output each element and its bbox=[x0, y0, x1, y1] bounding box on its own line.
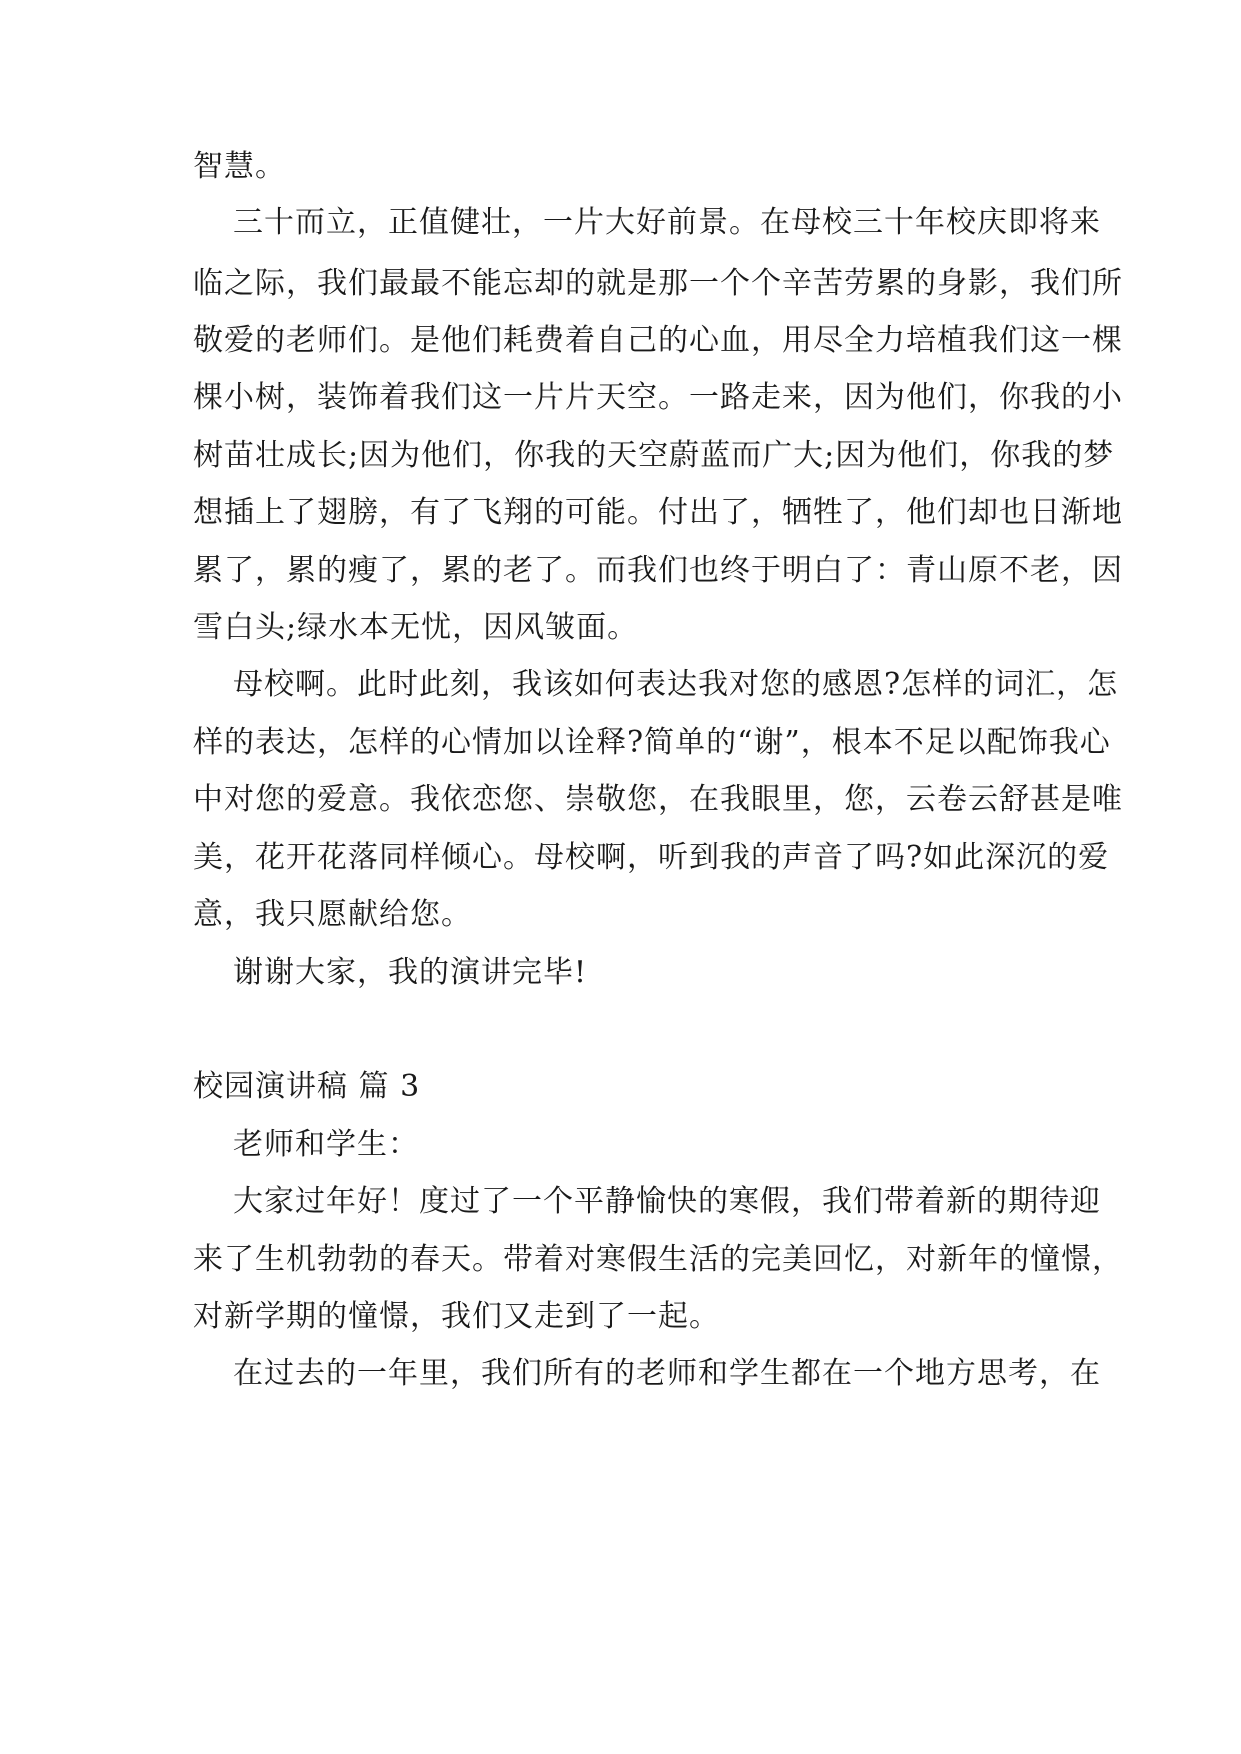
text-line: 临之际，我们最最不能忘却的就是那一个个辛苦劳累的身影，我们所 bbox=[193, 266, 1123, 301]
section-heading: 校园演讲稿 篇 3 bbox=[193, 1069, 421, 1104]
text-line: 来了生机勃勃的春天。带着对寒假生活的完美回忆，对新年的憧憬， bbox=[193, 1242, 1123, 1277]
text-line: 中对您的爱意。我依恋您、崇敬您，在我眼里，您，云卷云舒甚是唯 bbox=[193, 782, 1123, 817]
text-line: 美，花开花落同样倾心。母校啊，听到我的声音了吗?如此深沉的爱 bbox=[193, 840, 1110, 875]
text-line: 想插上了翅膀，有了飞翔的可能。付出了，牺牲了，他们却也日渐地 bbox=[193, 495, 1123, 530]
paragraph-first-line: 谢谢大家，我的演讲完毕! bbox=[233, 955, 588, 990]
paragraph-first-line: 三十而立，正值健壮，一片大好前景。在母校三十年校庆即将来 bbox=[233, 205, 1101, 240]
text-line: 意，我只愿献给您。 bbox=[193, 897, 472, 932]
paragraph-first-line: 大家过年好！度过了一个平静愉快的寒假，我们带着新的期待迎 bbox=[233, 1184, 1101, 1219]
text-line: 样的表达，怎样的心情加以诠释?简单的“谢”，根本不足以配饰我心 bbox=[193, 725, 1111, 760]
text-line: 树苗壮成长;因为他们，你我的天空蔚蓝而广大;因为他们，你我的梦 bbox=[193, 438, 1115, 473]
text-line: 对新学期的憧憬，我们又走到了一起。 bbox=[193, 1299, 720, 1334]
text-line: 棵小树，装饰着我们这一片片天空。一路走来，因为他们，你我的小 bbox=[193, 380, 1123, 415]
text-line: 智慧。 bbox=[193, 149, 286, 184]
paragraph-first-line: 母校啊。此时此刻，我该如何表达我对您的感恩?怎样的词汇，怎 bbox=[233, 667, 1119, 702]
text-line: 敬爱的老师们。是他们耗费着自己的心血，用尽全力培植我们这一棵 bbox=[193, 323, 1123, 358]
text-line: 累了，累的瘦了，累的老了。而我们也终于明白了：青山原不老，因 bbox=[193, 553, 1123, 588]
text-line: 雪白头;绿水本无忧，因风皱面。 bbox=[193, 610, 639, 645]
paragraph-first-line: 在过去的一年里，我们所有的老师和学生都在一个地方思考，在 bbox=[233, 1356, 1101, 1391]
salutation: 老师和学生： bbox=[233, 1127, 419, 1162]
